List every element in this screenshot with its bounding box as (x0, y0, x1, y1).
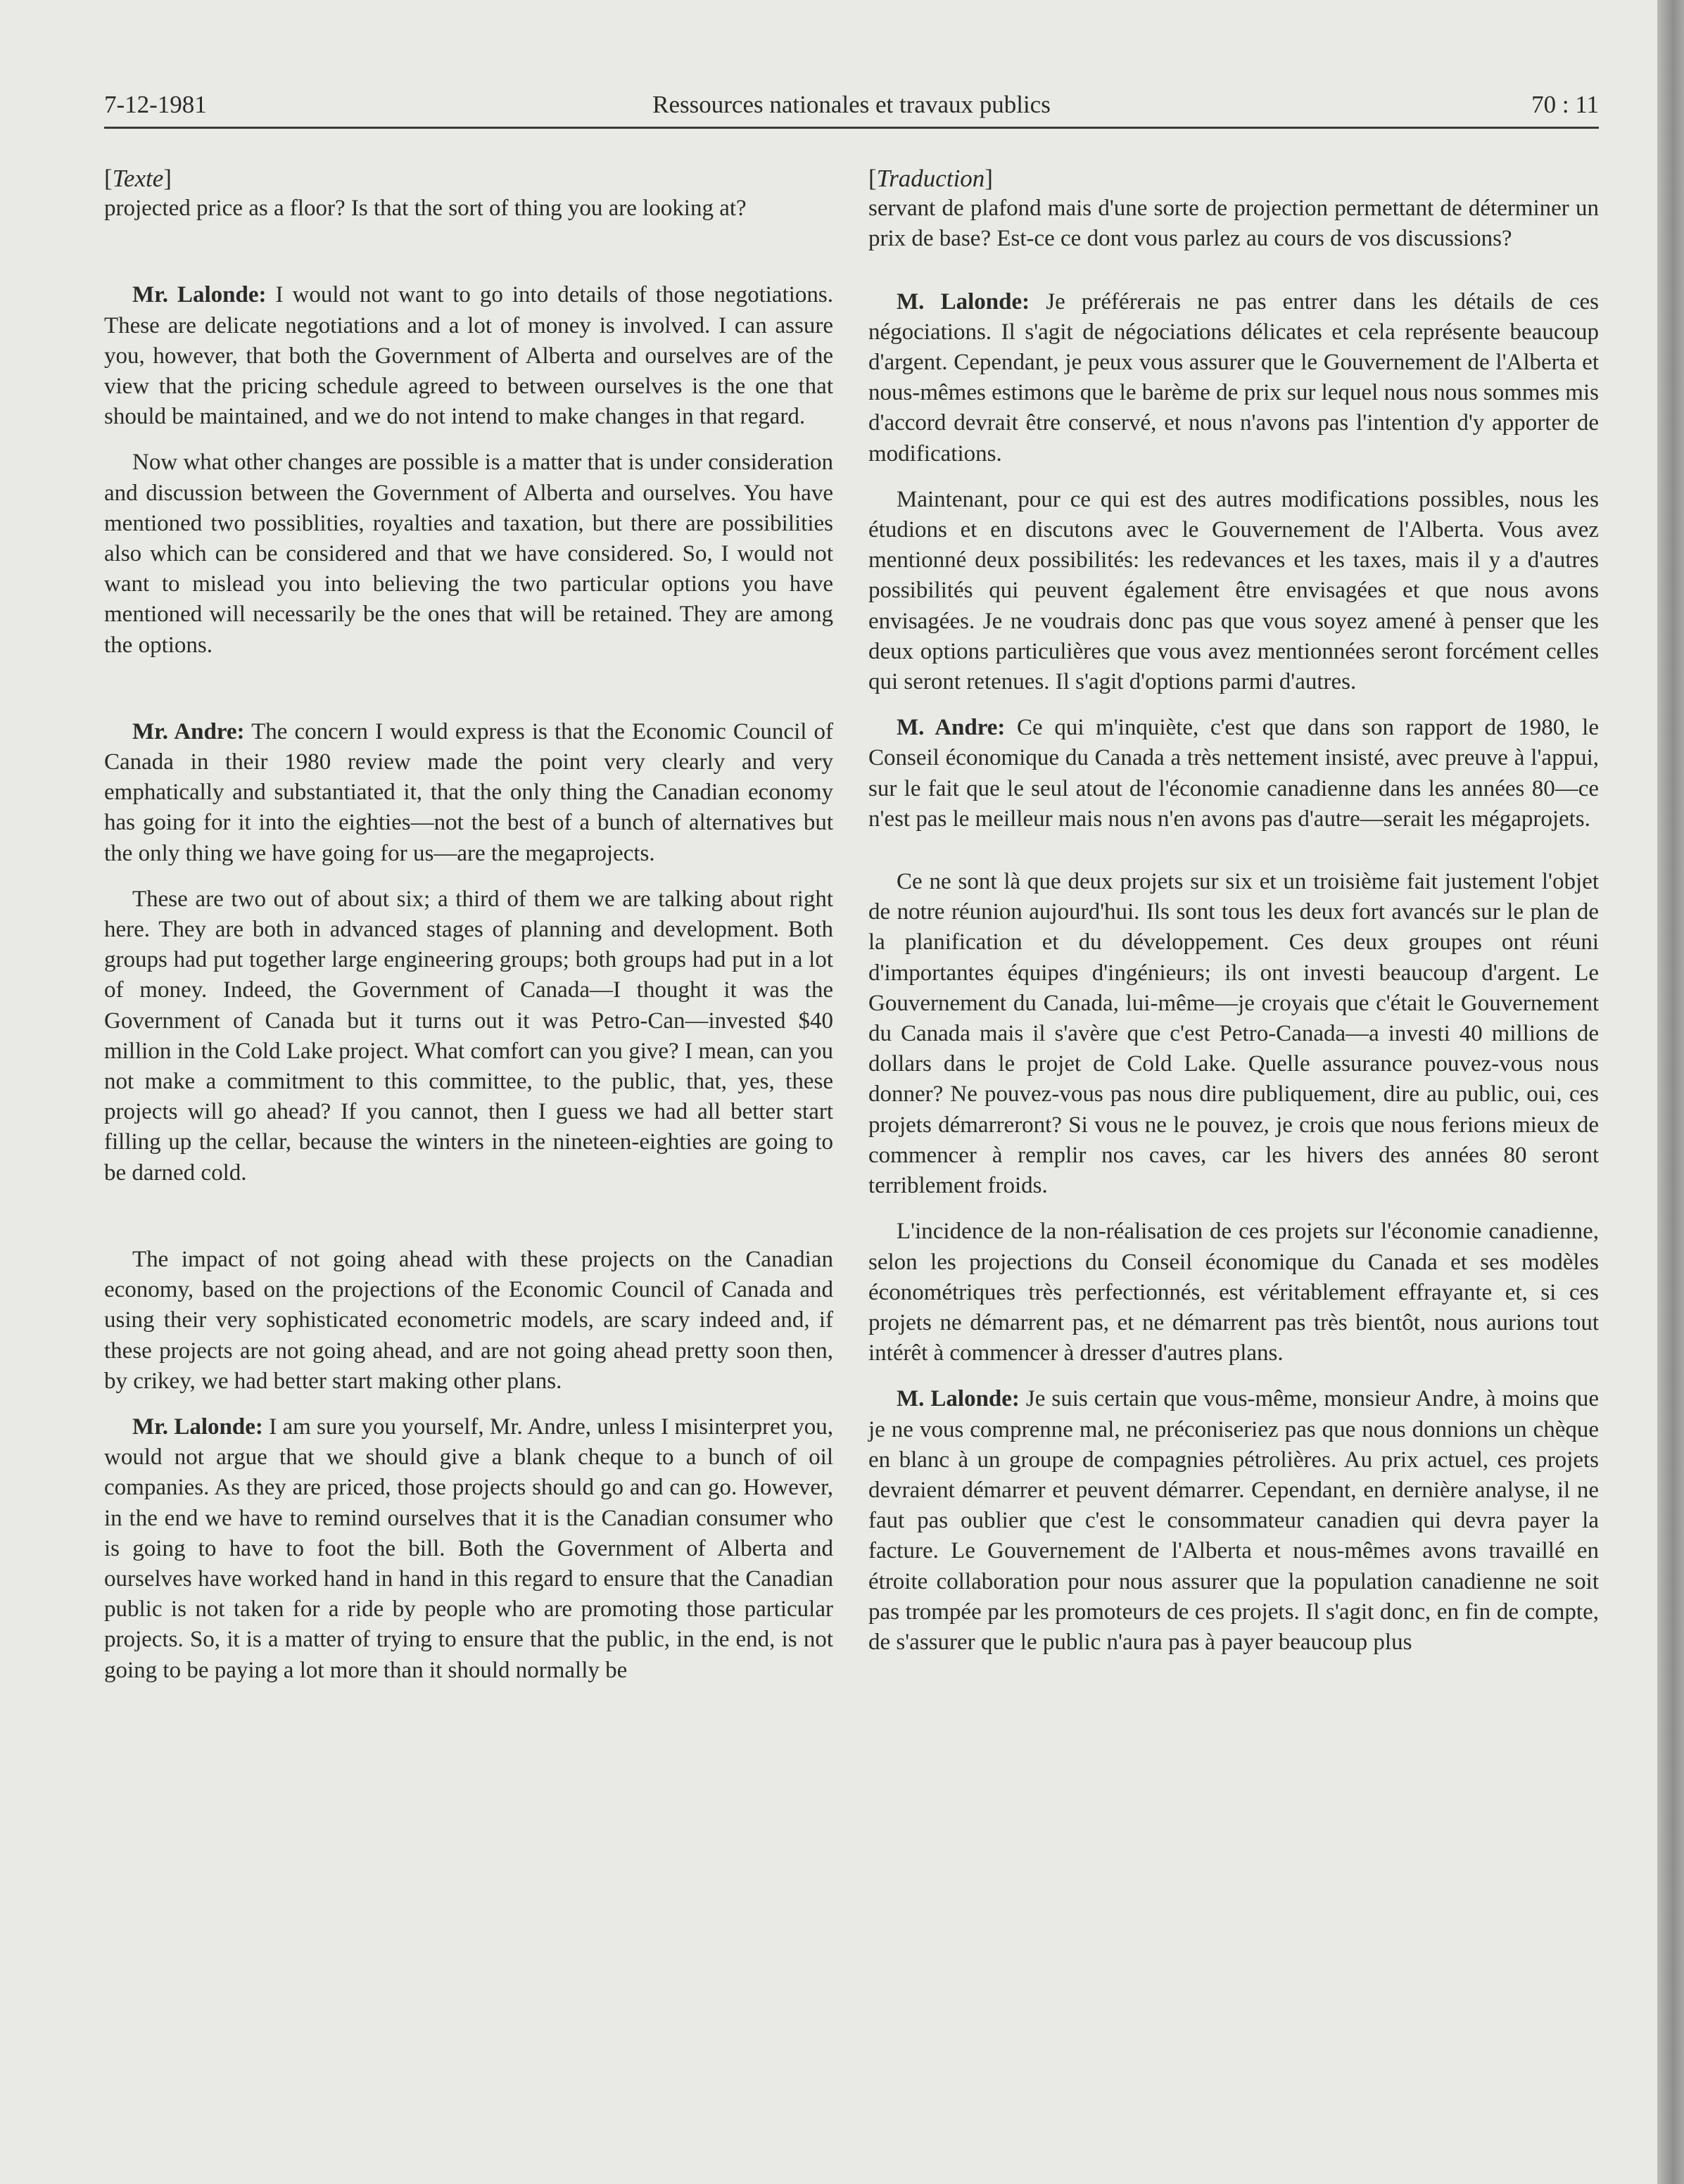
paragraph (868, 193, 1599, 254)
english-column (104, 163, 833, 1686)
speaker-name: Mr. Lalonde: (132, 282, 267, 308)
paragraph (104, 1245, 833, 1397)
paragraph (868, 867, 1599, 1201)
speaker-name: Mr. Andre: (132, 718, 245, 744)
paragraph (104, 193, 833, 224)
paragraph-text: Ce qui m'inquiète, c'est que dans son rapport de 1980, le Conseil économique du Canada a très nettement insisté, avec preuve à l'appui, sur le fait que le seul atout de l'économie canadienne dans les années 80—ce n'est pas le meilleur mais nous n'en avons pas d'autre—serait les mégaprojets. (868, 715, 1599, 832)
paragraph (868, 1217, 1599, 1369)
page-binding-edge (1657, 0, 1684, 2184)
paragraph-text: The impact of not going ahead with these projects on the Canadian economy, based on the projections of the Economic Council of Canada and using their very sophisticated econometric models, are scary indeed and, if these projects are not going ahead, and are not going ahead pretty soon then, by crikey, we had better start making other plans. (104, 1246, 833, 1394)
header-page-number: 70 : 11 (1531, 91, 1599, 118)
section-label-traduction: [Traduction] (868, 165, 993, 192)
paragraph-text: Je suis certain que vous-même, monsieur Andre, à moins que je ne vous comprenne mal, ne préconiseriez pas que nous donnions un chèque en blanc à un groupe de compagnies pétrolières. Au prix actuel, ces projets devraient démarrer et peuvent démarrer. Cependant, en dernière analyse, il ne faut pas oublier que c'est le consommateur canadien qui devra payer la facture. Le Gouvernement de l'Alberta et nous-mêmes avons travaillé en étroite collaboration pour nous assurer que la population canadienne ne soit pas trompée par les promoteurs de ces projets. Il s'agit donc, en fin de compte, de s'assurer que le public n'aura pas à payer beaucoup plus (868, 1386, 1600, 1655)
paragraph (104, 280, 833, 432)
paragraph (868, 485, 1599, 697)
paragraph (104, 884, 833, 1188)
paragraph-text: The concern I would express is that the Economic Council of Canada in their 1980 review made the point very clearly and very emphatically and substantiated it, that the only thing the Canadian economy has going for it into the eighties—not the best of a bunch of alternatives but the only thing we have going for us—are the megaprojects. (104, 718, 834, 866)
paragraph-text: servant de plafond mais d'une sorte de projection permettant de déterminer un prix de base? Est-ce ce dont vous parlez au cours de vos discussions? (868, 196, 1599, 252)
paragraph-text: Je préférerais ne pas entrer dans les détails de ces négociations. Il s'agit de négociations délicates et cela représente beaucoup d'argent. Cependant, je peux vous assurer que le Gouvernement de l'Alberta et nous-mêmes estimons que le barème de prix sur lequel nous nous sommes mis d'accord devrait être conservé, et nous n'avons pas l'intention d'y apporter de modifications. (868, 288, 1599, 466)
speaker-name: M. Lalonde: (897, 288, 1030, 315)
paragraph (868, 287, 1599, 469)
paragraph-text: Now what other changes are possible is a matter that is under consideration and discussion between the Government of Alberta and ourselves. You have mentioned two possiblities, royalties and taxation, but there are possibilities also which can be considered and that we have considered. So, I would not want to mislead you into believing the two particular options you have mentioned will necessarily be the ones that will be retained. They are among the options. (104, 450, 833, 658)
paragraph-text: L'incidence de la non-réalisation de ces projets sur l'économie canadienne, selon les projections du Conseil économique du Canada et ses modèles économétriques très perfectionnés, est véritablement effrayante et, si ces projets ne démarrent pas, et ne démarrent pas très bientôt, nous aurions tout intérêt à commencer à dresser d'autres plans. (868, 1219, 1599, 1366)
header-title: Ressources nationales et travaux publics (652, 91, 1051, 118)
paragraph-text: Maintenant, pour ce qui est des autres modifications possibles, nous les étudions et en discutons avec le Gouvernement de l'Alberta. Vous avez mentionné deux possibilités: les redevances et les taxes, mais il y a d'autres possibilités qui peuvent également être envisagées et que nous avons envisagées. Je ne voudrais donc pas que vous soyez amené à penser que les deux options particulières que vous avez mentionnées seront forcément celles qui seront retenues. Il s'agit d'options parmi d'autres. (868, 486, 1599, 695)
paragraph-text: I am sure you yourself, Mr. Andre, unless I misinterpret you, would not argue that we should give a blank cheque to a bunch of oil companies. As they are priced, those projects should go and can go. However, in the end we have to remind ourselves that it is the Canadian consumer who is going to have to foot the bill. Both the Government of Alberta and ourselves have worked hand in hand in this regard to ensure that the Canadian public is not taken for a ride by people who are promoting those particular projects. So, it is a matter of trying to ensure that the public, in the end, is not going to be paying a lot more than it should normally be (104, 1414, 833, 1683)
speaker-name: M. Lalonde: (897, 1386, 1020, 1412)
speaker-name: M. Andre: (897, 715, 1006, 741)
paragraph-text: These are two out of about six; a third of them we are talking about right here. They are both in advanced stages of planning and development. Both groups had put together large engineering groups; both groups had put in a lot of money. Indeed, the Government of Canada—I thought it was the Government of Canada but it turns out it was Petro-Can—invested $40 million in the Cold Lake project. What comfort can you give? I mean, can you not make a commitment to this committee, to the public, that, yes, these projects will go ahead? If you cannot, then I guess we had all better start filling up the cellar, because the winters in the nineteen-eighties are going to be darned cold. (104, 886, 833, 1186)
paragraph (104, 1412, 833, 1686)
header-date: 7-12-1981 (104, 91, 207, 118)
section-label-texte: [Texte] (104, 165, 172, 192)
paragraph-text: I would not want to go into details of those negotiations. These are delicate negotiations and a lot of money is involved. I can assure you, however, that both the Government of Alberta and ourselves are of the view that the pricing schedule agreed to between ourselves is the one that should be maintained, and we do not intend to make changes in that regard. (104, 282, 833, 430)
running-header (104, 83, 1599, 129)
paragraph (104, 447, 833, 660)
paragraph (868, 1384, 1599, 1658)
speaker-name: Mr. Lalonde: (132, 1414, 263, 1440)
paragraph (104, 717, 833, 869)
paragraph-text: Ce ne sont là que deux projets sur six et un troisième fait justement l'objet de notre réunion aujourd'hui. Ils sont tous les deux fort avancés sur le plan de la planification et du développement. Ces deux groupes ont réuni d'importantes équipes d'ingénieurs; ils ont investi beaucoup d'argent. Le Gouvernement du Canada, lui-même—je croyais que c'était le Gouvernement du Canada mais il s'avère que c'est Petro-Canada—a investi 40 millions de dollars dans le projet de Cold Lake. Quelle assurance pouvez-vous nous donner? Ne pouvez-vous pas nous dire publiquement, dire au public, oui, ces projets démarreront? Si vous ne le pouvez, je crois que nous ferions mieux de commencer à remplir nos caves, car les hivers des années 80 seront terriblement froids. (868, 869, 1599, 1199)
paragraph (868, 713, 1599, 834)
paragraph-text: projected price as a floor? Is that the sort of thing you are looking at? (104, 196, 747, 222)
french-column (868, 163, 1599, 1658)
